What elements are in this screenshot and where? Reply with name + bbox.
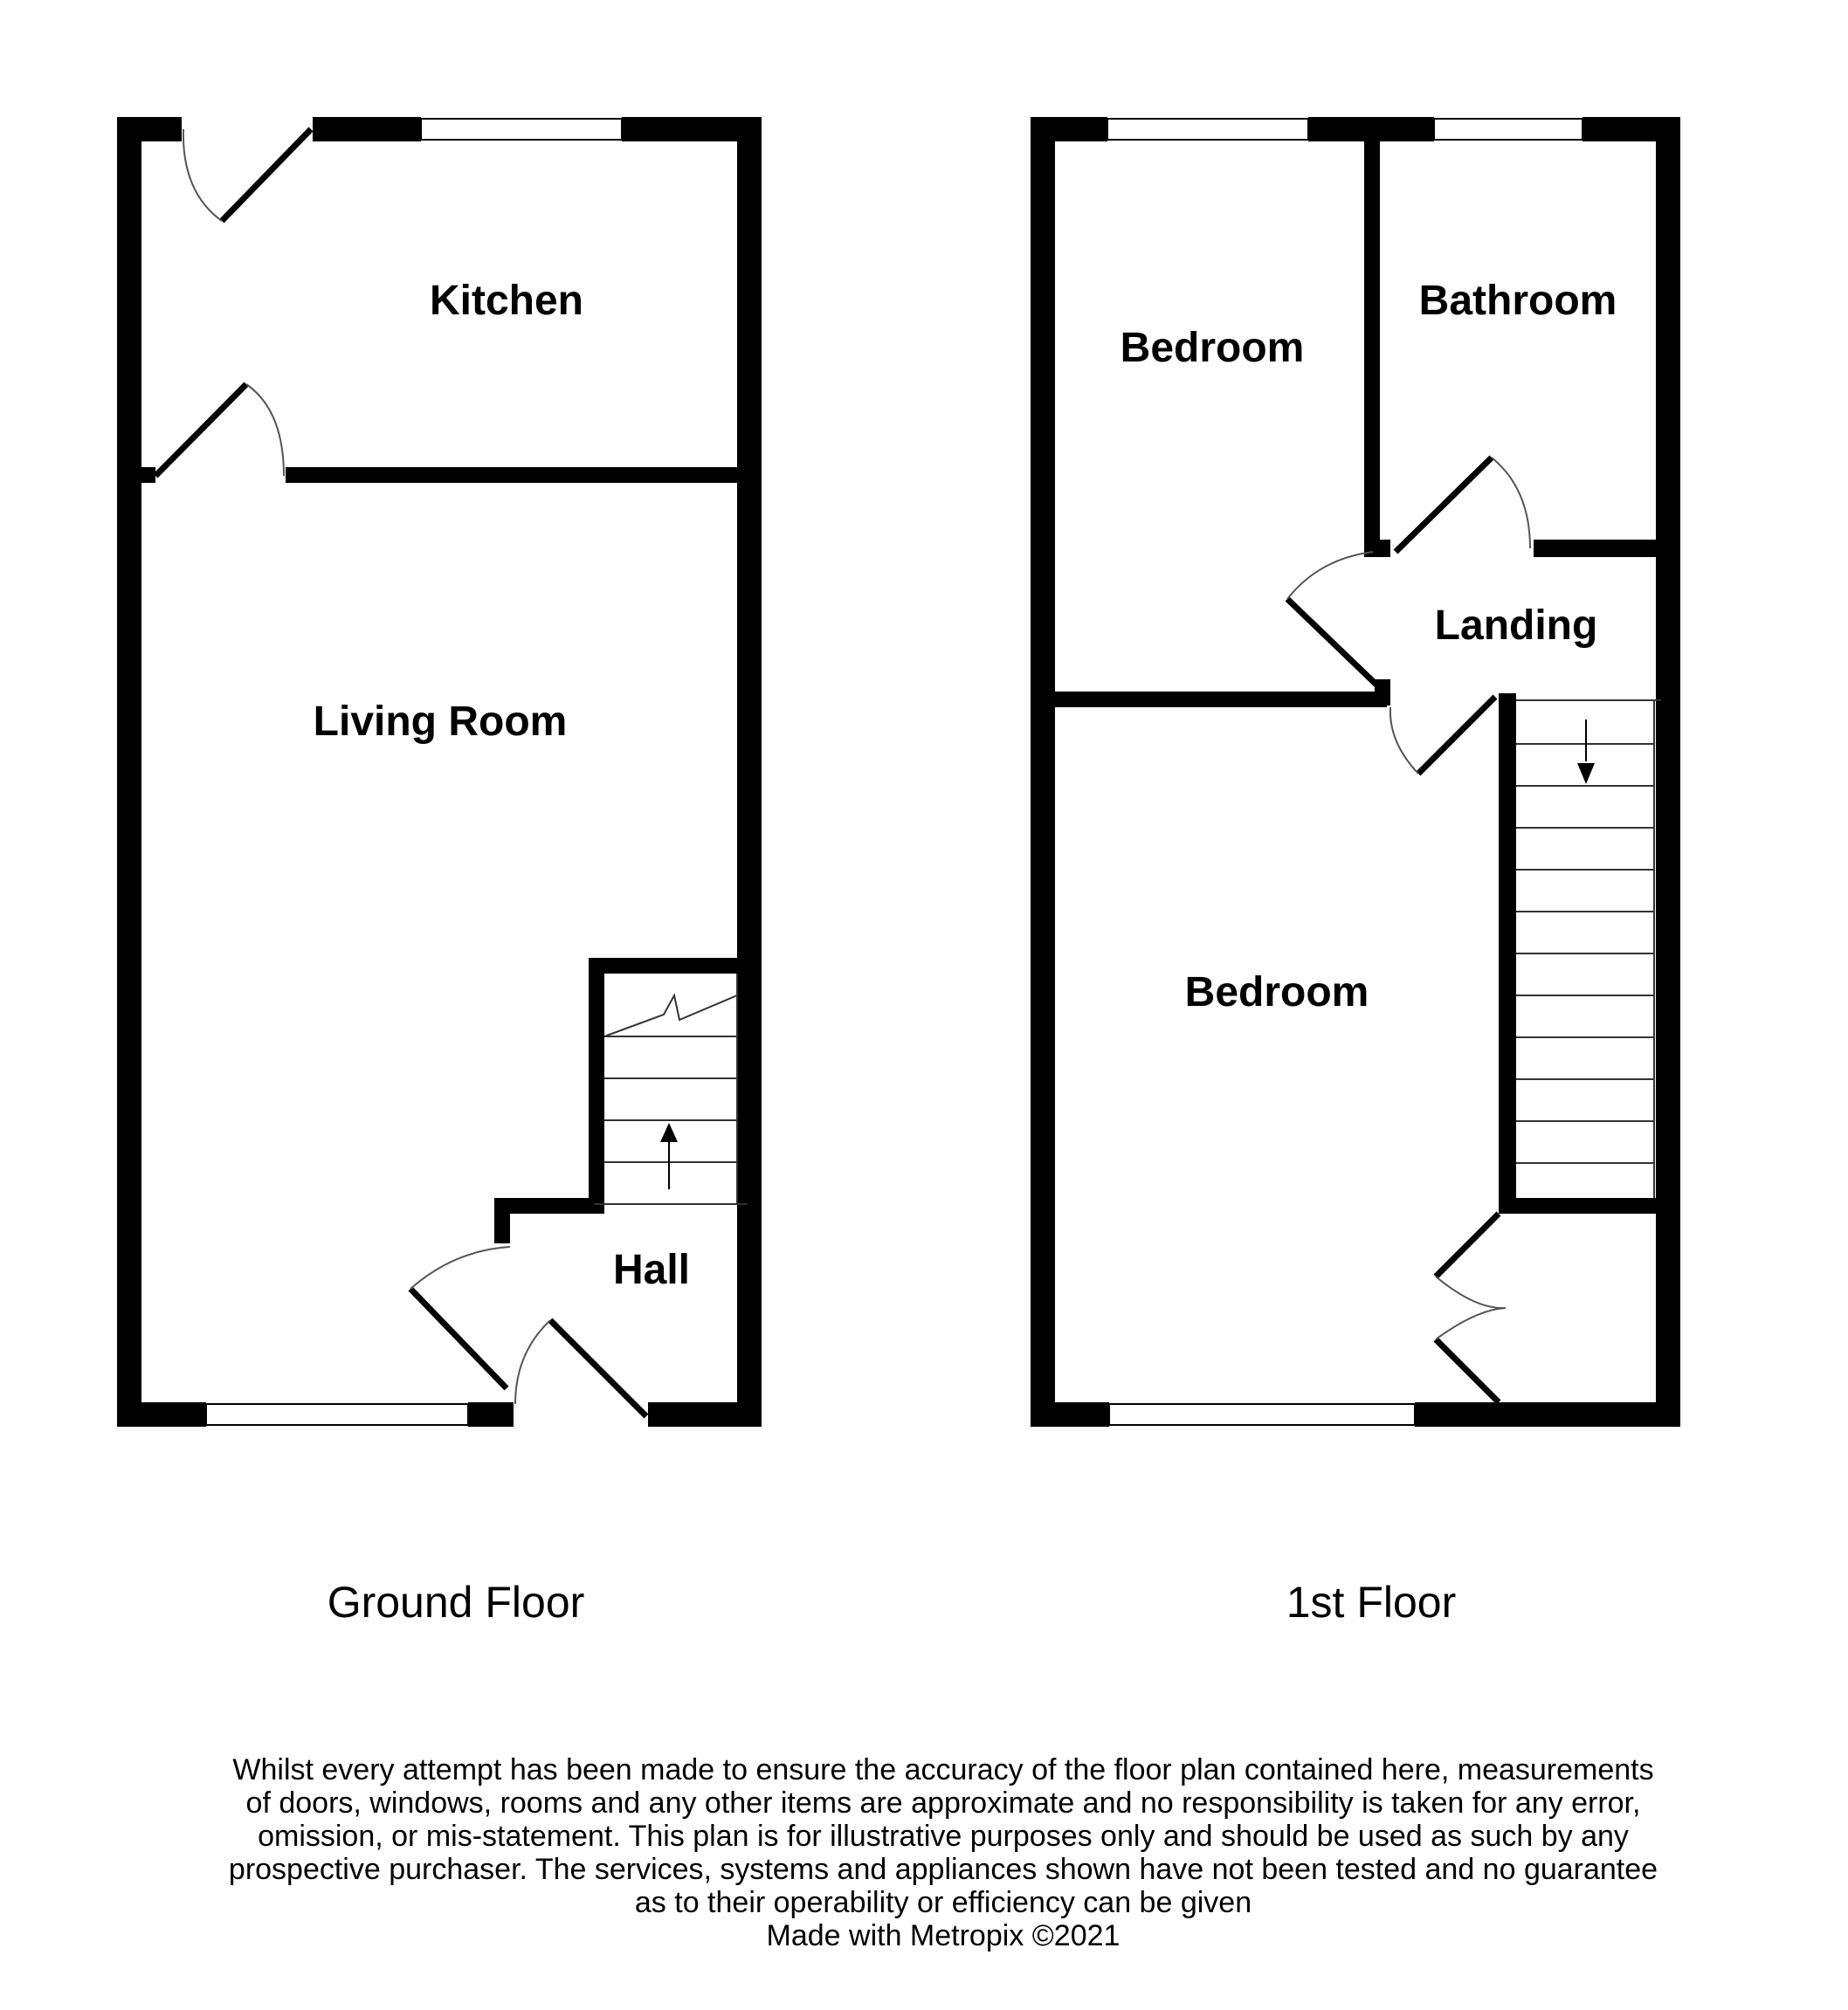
cupboard-door-leaf — [1436, 1214, 1499, 1277]
window — [421, 119, 622, 140]
wall — [141, 467, 155, 483]
window — [1107, 119, 1308, 140]
wall — [286, 467, 748, 483]
disclaimer-line: prospective purchaser. The services, systems and appliances shown have not been tested and no guarantee — [228, 1853, 1658, 1886]
room-label-landing: Landing — [1434, 602, 1598, 649]
bedroom-door-leaf — [1287, 599, 1378, 686]
bedroom-door-leaf — [1418, 697, 1495, 774]
ground-floor-plan — [117, 117, 762, 1427]
wall — [737, 117, 762, 1427]
room-label-kitchen: Kitchen — [429, 278, 584, 324]
credit: Made with Metropix ©2021 — [766, 1919, 1121, 1952]
stair-break-line — [604, 995, 737, 1036]
room-label-living-room: Living Room — [313, 699, 568, 745]
window — [1109, 1404, 1415, 1425]
wall — [494, 1198, 604, 1214]
wall — [313, 117, 421, 141]
wall — [589, 958, 749, 974]
wall — [1031, 117, 1055, 1427]
door-leaf — [155, 384, 246, 476]
ground-floor-staircase — [594, 974, 748, 1204]
wall — [1364, 540, 1390, 557]
cupboard-door-leaf — [1436, 1339, 1499, 1402]
room-label-hall: Hall — [612, 1247, 691, 1293]
wall — [1364, 129, 1380, 552]
wall — [117, 117, 141, 1427]
bedroom-door-swing — [1390, 707, 1418, 774]
wall — [1055, 692, 1387, 707]
disclaimer-line: as to their operability or efficiency can be given — [634, 1886, 1252, 1919]
disclaimer-line: of doors, windows, rooms and any other items are approximate and no responsibility is taken for any error, — [245, 1786, 1641, 1820]
first-floor-title: 1st Floor — [1286, 1578, 1457, 1627]
room-label-bedroom-front: Bedroom — [1184, 969, 1369, 1015]
door-leaf — [410, 1289, 507, 1388]
front-door-swing — [515, 1320, 550, 1404]
wall — [468, 1402, 514, 1427]
bathroom-door-leaf — [1396, 458, 1492, 552]
window — [1434, 119, 1583, 140]
first-floor-staircase — [1516, 700, 1661, 1198]
door-leaf — [222, 129, 311, 221]
wall — [648, 1402, 762, 1427]
stair-direction-arrowhead — [660, 1123, 678, 1142]
room-label-bedroom-rear: Bedroom — [1120, 325, 1305, 371]
door-swing — [183, 129, 222, 221]
wall — [1499, 1198, 1665, 1214]
bathroom-door-swing — [1492, 458, 1530, 548]
front-door-leaf — [550, 1320, 646, 1416]
bedroom-door-swing — [1287, 552, 1373, 599]
window — [206, 1404, 468, 1425]
disclaimer-line: Whilst every attempt has been made to ensure the accuracy of the floor plan contained here, measurements — [232, 1753, 1654, 1786]
cupboard-door-swing — [1436, 1277, 1506, 1339]
door-swing — [410, 1247, 510, 1289]
first-floor-doors — [1287, 458, 1530, 1402]
first-floor-plan — [1031, 117, 1680, 1427]
wall — [1031, 1402, 1109, 1427]
ground-floor-title: Ground Floor — [327, 1578, 585, 1627]
disclaimer-line: omission, or mis-statement. This plan is for illustrative purposes only and should be used as such by any — [258, 1820, 1629, 1853]
room-label-bathroom: Bathroom — [1418, 278, 1617, 324]
wall — [117, 1402, 206, 1427]
stair-direction-arrowhead — [1577, 763, 1595, 784]
wall — [1415, 1402, 1680, 1427]
wall — [494, 1198, 510, 1243]
wall — [589, 958, 604, 1208]
wall — [1534, 540, 1665, 557]
wall — [1656, 117, 1680, 1427]
door-swing — [246, 384, 284, 476]
wall — [1499, 693, 1516, 1214]
disclaimer — [157, 1753, 1729, 1952]
